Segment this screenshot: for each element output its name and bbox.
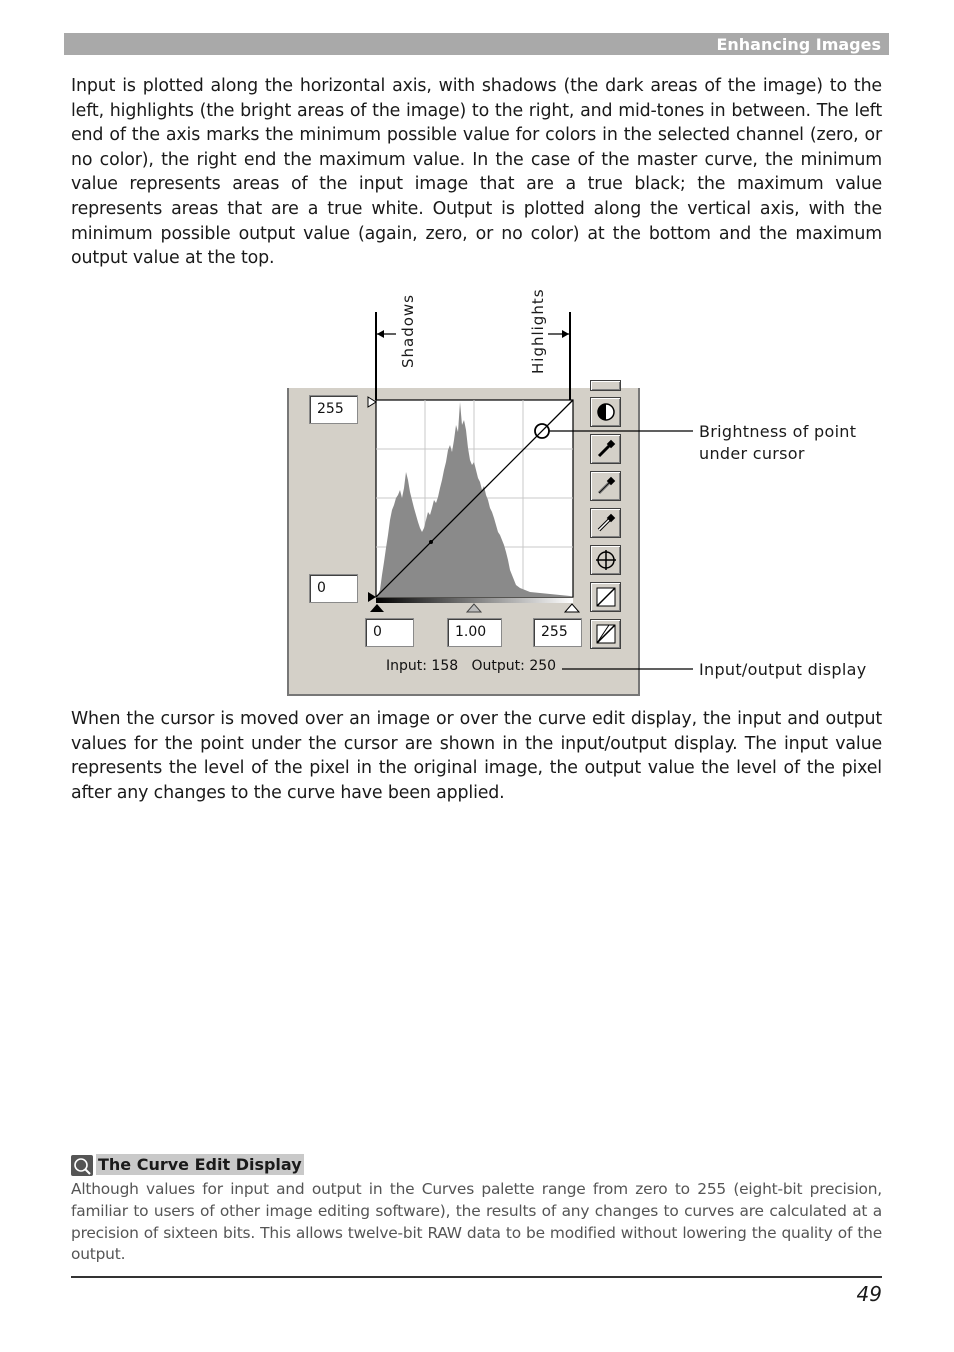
shadows-arrowhead bbox=[377, 330, 384, 338]
page-number: 49 bbox=[856, 1282, 882, 1306]
curve-reset-icon bbox=[595, 586, 617, 608]
partial-tool-button[interactable] bbox=[590, 380, 621, 391]
io-input-value: 158 bbox=[431, 658, 459, 674]
black-point-eyedropper-icon bbox=[595, 438, 617, 460]
curve-reset-button[interactable] bbox=[590, 582, 621, 612]
cursor-paragraph: When the cursor is moved over an image or over the curve edit display, the input and output values for the point under the cursor are shown in the input/output display. The input value represents the level of the pixel in the original image, the output value the level of the pixel after any changes to the curve have been applied. bbox=[71, 709, 882, 803]
auto-contrast-button[interactable] bbox=[590, 545, 621, 575]
curve-reset-all-button[interactable] bbox=[590, 619, 621, 649]
gray-point-eyedropper-button[interactable] bbox=[590, 471, 621, 501]
input-white-slider bbox=[565, 604, 579, 612]
output-min-field[interactable]: 0 bbox=[309, 574, 358, 603]
output-max-marker bbox=[368, 397, 376, 407]
note-body: Although values for input and output in the Curves palette range from zero to 255 (eight-bit precision, familiar to users of other image editing software), the results of any changes to curves are calculated at a precision of sixteen bits. This allows twelve-bit RAW data to be modified without lowering the quality of the output. bbox=[71, 1180, 882, 1264]
auto-contrast-icon bbox=[595, 549, 617, 571]
io-output-value: 250 bbox=[529, 658, 557, 674]
input-white-field[interactable]: 255 bbox=[533, 618, 582, 647]
input-black-slider bbox=[370, 604, 384, 612]
output-min-marker bbox=[368, 592, 376, 602]
highlights-arrowhead bbox=[562, 330, 569, 338]
input-output-display bbox=[386, 658, 556, 674]
reset-channel-icon bbox=[596, 402, 616, 422]
brightness-callout-line2: under cursor bbox=[699, 444, 805, 463]
input-black-field[interactable]: 0 bbox=[365, 618, 414, 647]
curve-reset-all-icon bbox=[595, 623, 617, 645]
note-title: The Curve Edit Display bbox=[98, 1155, 302, 1174]
brightness-callout-line1: Brightness of point bbox=[699, 422, 857, 441]
output-max-field[interactable]: 255 bbox=[309, 395, 358, 424]
input-gamma-slider bbox=[467, 604, 481, 612]
reset-channel-button[interactable] bbox=[590, 397, 621, 427]
white-point-eyedropper-button[interactable] bbox=[590, 508, 621, 538]
footer-rule bbox=[71, 1276, 882, 1278]
io-output-label: Output: bbox=[471, 658, 525, 674]
curve-midpoint bbox=[429, 540, 433, 544]
intro-paragraph: Input is plotted along the horizontal axis, with shadows (the dark areas of the image) to the left, highlights (the bright areas of the image) to the right, and mid-tones in between. The left end of the axis marks the minimum possible value for colors in the selected channel (zero, or no color), the right end the maximum value. In the case of the master curve, the minimum value represents areas of the input image that are a true black; the maximum value represents areas that are a true white. Output is plotted along the vertical axis, with the minimum possible output value (again, zero, or no color) at the bottom and the maximum output value at the top. bbox=[71, 76, 882, 269]
highlights-label: Highlights bbox=[529, 288, 547, 374]
gamma-field[interactable]: 1.00 bbox=[447, 618, 502, 647]
shadows-label: Shadows bbox=[399, 293, 417, 368]
gray-point-eyedropper-icon bbox=[595, 475, 617, 497]
input-gradient-bar bbox=[376, 598, 573, 603]
section-title: Enhancing Images bbox=[716, 35, 881, 54]
black-point-eyedropper-button[interactable] bbox=[590, 434, 621, 464]
io-display-callout: Input/output display bbox=[699, 660, 867, 679]
io-input-label: Input: bbox=[386, 658, 427, 674]
white-point-eyedropper-icon bbox=[595, 512, 617, 534]
note-icon bbox=[71, 1155, 93, 1176]
